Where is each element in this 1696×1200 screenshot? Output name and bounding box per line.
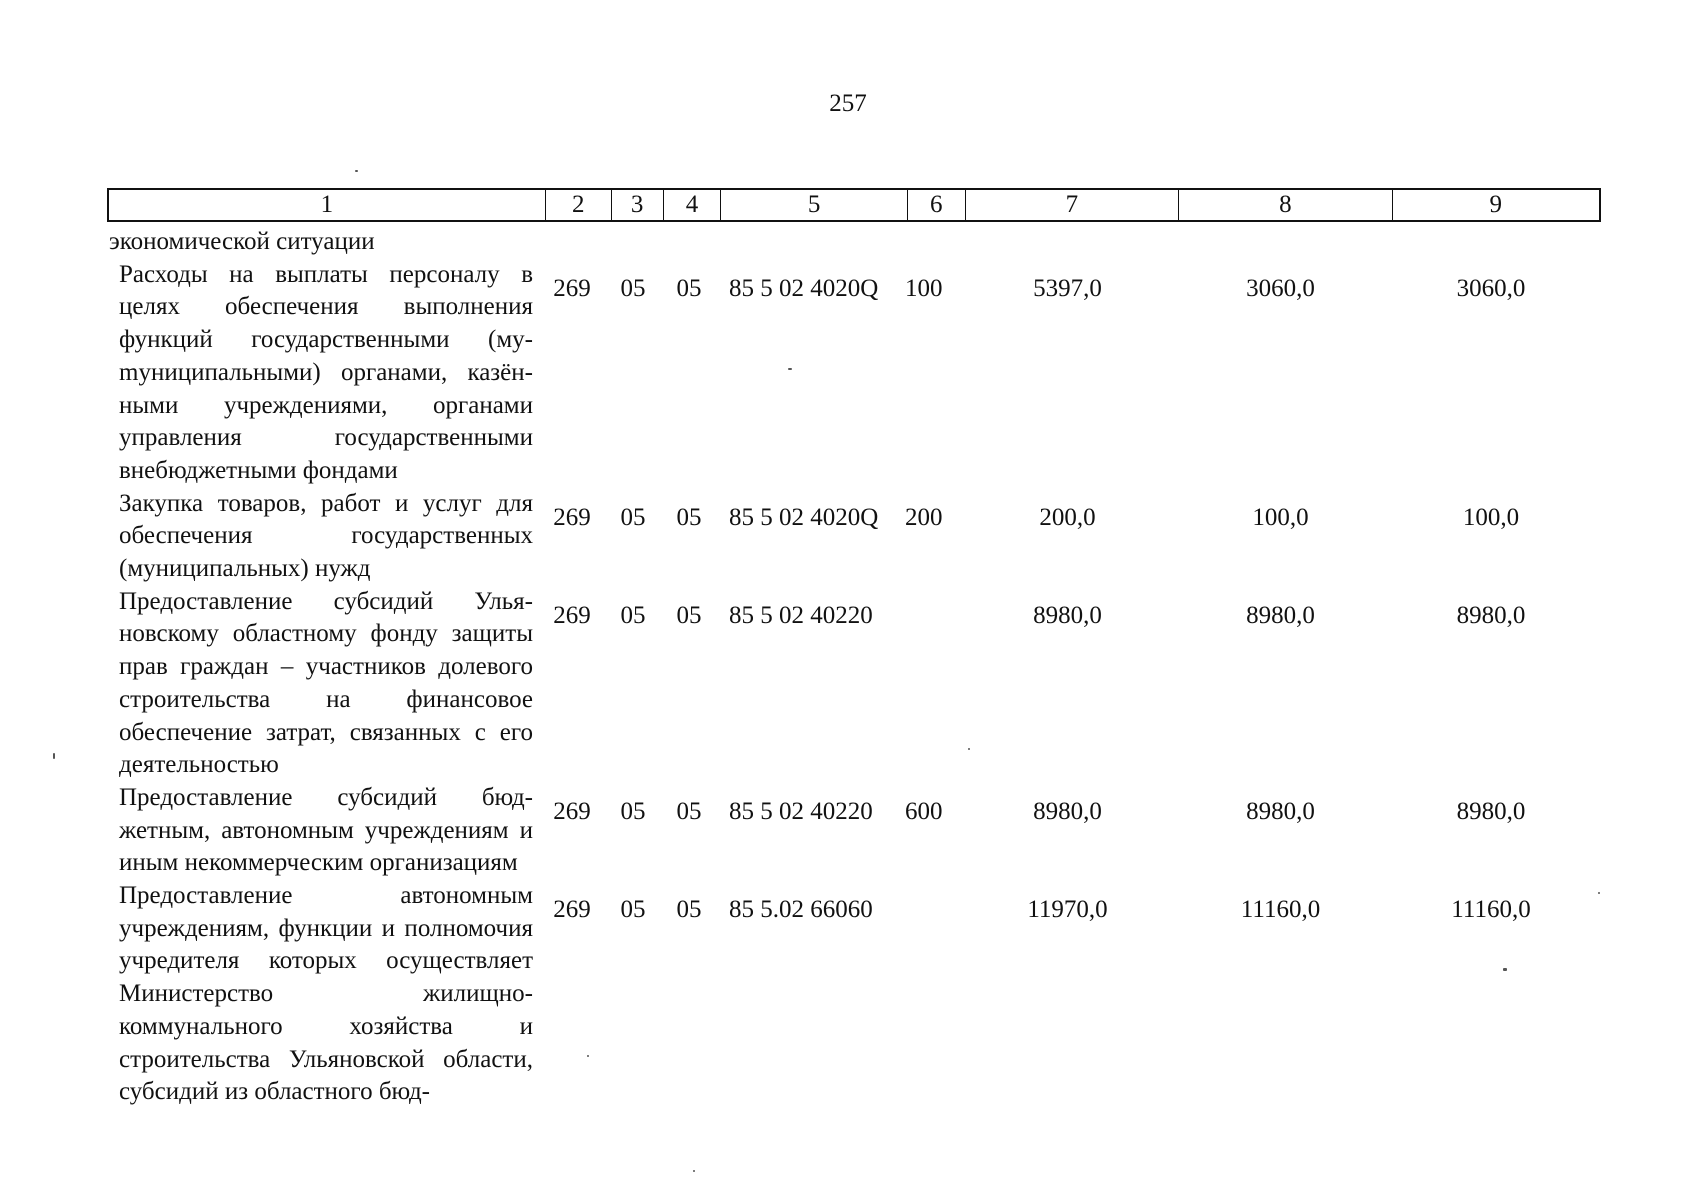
- cell-amount-col7: 8980,0: [1033, 601, 1102, 629]
- table-header-row: [107, 188, 1601, 222]
- header-cell-7: 7: [966, 190, 1179, 220]
- table-row: [107, 880, 1601, 1109]
- cell-ministry-code: 269: [553, 896, 591, 924]
- row-name: экономической ситуации: [109, 228, 375, 255]
- cell-amount-col7: 8980,0: [1033, 797, 1102, 825]
- cell-ministry-code: 269: [553, 601, 591, 629]
- row-name: Предоставление автономным учреждениям, функции и полномочия учредителя которых осуществляет Министерство жилищно-коммунального хозяйства и строительства Ульяновской области, субсидий из областного бюд-: [119, 882, 533, 1106]
- row-name: Расходы на выплаты персоналу в целях обеспечения выполнения функций государственными (муmуниципальными) органами, казёнными учреждениями, органами управления государственными внебюджетными фондами: [119, 260, 533, 484]
- cell-expense-type: [903, 586, 961, 600]
- table-row: [107, 488, 1601, 586]
- header-cell-2: 2: [546, 190, 612, 220]
- scan-speck: [968, 748, 970, 750]
- cell-ministry-code: 269: [553, 274, 591, 302]
- scan-speck: [1598, 892, 1600, 894]
- cell-section: 05: [620, 274, 646, 302]
- cell-subsection: 05: [676, 797, 702, 825]
- scan-speck: [355, 170, 358, 172]
- header-cell-3: 3: [612, 190, 664, 220]
- header-cell-1: 1: [109, 190, 546, 220]
- cell-subsection: 05: [676, 601, 702, 629]
- scan-speck: [1503, 968, 1507, 971]
- cell-subsection: 05: [676, 274, 702, 302]
- cell-amount-col9: 3060,0: [1456, 274, 1526, 302]
- cell-amount-col9: 100,0: [1462, 503, 1520, 531]
- cell-ministry-code: 269: [553, 797, 591, 825]
- scan-speck: [53, 753, 55, 759]
- cell-subsection: 05: [676, 503, 702, 531]
- header-cell-4: 4: [664, 190, 722, 220]
- header-cell-6: 6: [908, 190, 966, 220]
- header-cell-8: 8: [1179, 190, 1392, 220]
- cell-amount-col9: 8980,0: [1456, 797, 1526, 825]
- cell-amount-col9: 11160,0: [1451, 896, 1531, 924]
- cell-subsection: 05: [676, 896, 702, 924]
- table-row: [107, 226, 1601, 259]
- table-row: [107, 259, 1601, 488]
- table-row: [107, 782, 1601, 880]
- cell-amount-col7: 11970,0: [1027, 896, 1108, 924]
- cell-expense-type: 600: [905, 797, 943, 825]
- cell-amount-col8: 11160,0: [1240, 896, 1321, 924]
- cell-section: 05: [620, 503, 646, 531]
- cell-target-article: 85 5 02 4020Q: [729, 274, 879, 302]
- cell-target-article: 85 5.02 66060: [729, 896, 873, 924]
- cell-expense-type: [903, 880, 961, 894]
- cell-amount-col8: 8980,0: [1246, 797, 1315, 825]
- cell-amount-col7: 5397,0: [1033, 274, 1102, 302]
- cell-section: 05: [620, 797, 646, 825]
- cell-ministry-code: 269: [553, 503, 591, 531]
- cell-amount-col8: 8980,0: [1246, 601, 1315, 629]
- scan-speck: [587, 1055, 589, 1057]
- row-name: Предоставление субсидий Ульяновскому областному фонду защиты прав граждан – участников долевого строительства на финансовое обеспечение затрат, связанных с его деятельностью: [119, 587, 533, 779]
- page-number: 257: [829, 90, 867, 117]
- cell-target-article: 85 5 02 40220: [729, 797, 873, 825]
- cell-target-article: 85 5 02 40220: [729, 601, 873, 629]
- row-name: Закупка товаров, работ и услуг для обеспечения государственных (муниципальных) нужд: [119, 489, 533, 583]
- cell-amount-col7: 200,0: [1039, 503, 1096, 531]
- table-row: [107, 586, 1601, 782]
- header-cell-5: 5: [721, 190, 908, 220]
- table-body: [107, 226, 1601, 1109]
- scan-speck: [693, 1170, 695, 1172]
- cell-section: 05: [620, 896, 646, 924]
- cell-amount-col8: 100,0: [1252, 503, 1309, 531]
- cell-expense-type: 200: [905, 503, 943, 531]
- cell-amount-col9: 8980,0: [1456, 601, 1526, 629]
- scan-speck: [788, 368, 792, 370]
- cell-amount-col8: 3060,0: [1246, 274, 1315, 302]
- cell-section: 05: [620, 601, 646, 629]
- row-name: Предоставление субсидий бюджетным, автономным учреждениям и иным некоммерческим организациям: [119, 783, 533, 877]
- header-cell-9: 9: [1489, 191, 1503, 218]
- cell-target-article: 85 5 02 4020Q: [729, 503, 879, 531]
- cell-expense-type: 100: [905, 274, 943, 302]
